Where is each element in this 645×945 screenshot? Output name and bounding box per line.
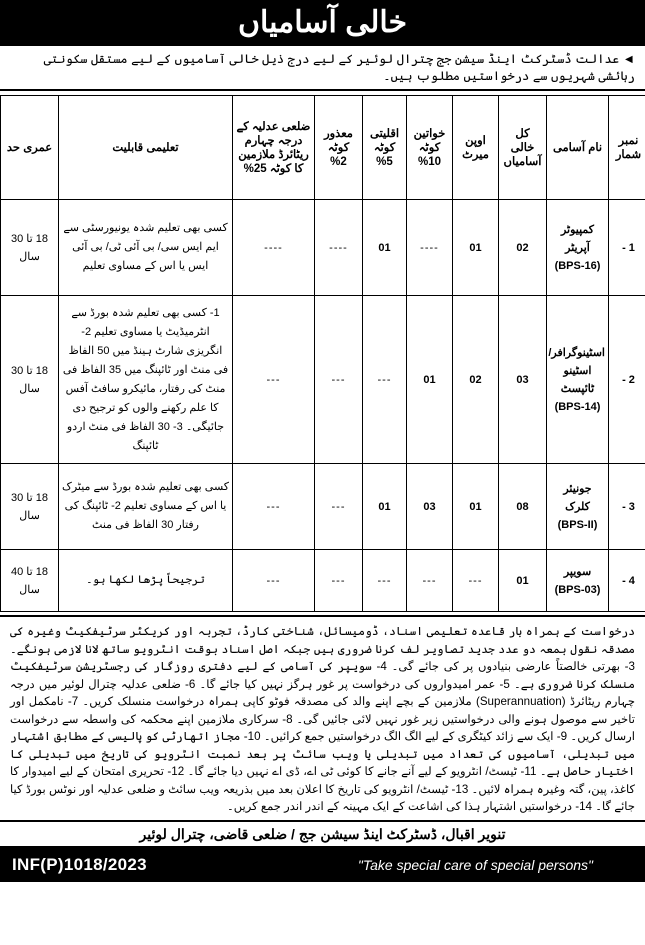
- footer-slogan: "Take special care of special persons": [357, 856, 593, 873]
- cell-serial: 1 -: [609, 200, 645, 296]
- cell-disabled-quota: ----: [315, 200, 363, 296]
- intro-paragraph: ◄ عدالت ڈسٹرکٹ اینڈ سیشن جج چترال لوئیر کے لیے درج ذیل خالی آسامیوں کے لیے مستقل سکونتی رہائشی شہریوں سے درخواستیں مطلوب ہیں۔: [0, 46, 645, 91]
- cell-age-limit: 18 تا 40 سال: [1, 550, 59, 612]
- table-row: [1, 550, 645, 612]
- post-title: جونیئر کلرک: [563, 482, 592, 513]
- column-header-minority-quota: اقلیتی کوٹہ 5%: [363, 96, 407, 200]
- cell-women-quota: ---: [407, 550, 453, 612]
- cell-age-limit: 18 تا 30 سال: [1, 464, 59, 550]
- cell-total: 01: [499, 550, 547, 612]
- cell-women-quota: 01: [407, 296, 453, 464]
- cell-serial: 3 -: [609, 464, 645, 550]
- column-header-post: نام آسامی: [547, 96, 609, 200]
- inf-number: INF(P)1018/2023: [12, 854, 147, 874]
- cell-judiciary-quota: ---: [233, 550, 315, 612]
- cell-total: 02: [499, 200, 547, 296]
- cell-judiciary-quota: ---: [233, 296, 315, 464]
- cell-post: [547, 550, 609, 612]
- cell-qualification: ترجیحاً پڑھا لکھا ہو۔: [59, 550, 233, 612]
- cell-open-merit: 02: [453, 296, 499, 464]
- cell-women-quota: 03: [407, 464, 453, 550]
- cell-open-merit: 01: [453, 200, 499, 296]
- cell-women-quota: ----: [407, 200, 453, 296]
- cell-minority-quota: ---: [363, 296, 407, 464]
- column-header-women-quota: خواتین کوٹہ 10%: [407, 96, 453, 200]
- table-body: [1, 200, 645, 612]
- cell-minority-quota: 01: [363, 200, 407, 296]
- column-header-total: کل خالی آسامیاں: [499, 96, 547, 200]
- cell-judiciary-quota: ---: [233, 464, 315, 550]
- column-header-disabled-quota: معذور کوٹہ 2%: [315, 96, 363, 200]
- cell-qualification: 1- کسی بھی تعلیم شدہ بورڈ سے انٹرمیڈیٹ یا مساوی تعلیم 2- انگریزی شارٹ ہینڈ میں 50 الفاظ فی منٹ اور ٹائپنگ میں 35 الفاظ فی منٹ کی رفتار، مائیکرو سافٹ آفس کا علم رکھنے والوں کو ترجیح دی جائیگی۔ 3- 30 الفاظ فی منٹ اردو ٹائپنگ: [59, 296, 233, 464]
- cell-qualification: کسی بھی تعلیم شدہ یونیورسٹی سے ایم ایس سی/ بی آئی ٹی/ بی آئی ایس یا اس کے مساوی تعلیم: [59, 200, 233, 296]
- conditions-section: [0, 615, 645, 820]
- cell-disabled-quota: ---: [315, 550, 363, 612]
- table-row: [1, 200, 645, 296]
- table-row: [1, 464, 645, 550]
- conditions-text: درخواست کے ہمراہ بار قاعدہ تعلیمی اسناد، ڈومیسائل، شناختی کارڈ، تجربہ اور کریکٹر سرٹیفکیٹ وغیرہ کی مصدقہ نقول بمعہ دو عدد جدید تصاویر لف کرنا ضروری ہیں جبکہ اصل اسناد بوقت انٹرویو ساتھ لانا لازمی ہونگے۔ 3- بھرتی خالصتاً عارضی بنیادوں پر کی جائے گی۔ 4- سویپر کی آسامی کے لیے دفتری روزگار کی رجسٹریشن سرٹیفکیٹ منسلک کرنا ضروری ہے۔ 5- عمر امیدواروں کی درخواست پر غور ہرگز نہیں کیا جائے گا۔ 6- ضلعی عدلیہ چترال لوئیر میں درجہ چہارم ریٹائرڈ (Superannuation) ملازمین کے بچے اپنے والد کی مصدقہ فوٹو کاپی ہمراہ درخواست منسلک کریں۔ 7- نامکمل اور تاخیر سے موصول ہونے والی درخواستیں زیر غور نہیں لائی جائیں گی۔ 8- سرکاری ملازمین اپنے محکمہ کی واسطہ سے درخواست ارسال کریں۔ 9- ایک سے زائد کیٹگری کے لیے الگ الگ درخواستیں جمع کرائیں۔ 10- مجاز اتھارٹی کو پالیسی کے مطابق اشتہار میں تبدیلی، آسامیوں کی تعداد میں تبدیلی یا ویب سائٹ پر بعد نمبت انٹرویو کی تاریخ میں تبدیلی کا اختیار حاصل ہے۔ 11- ٹیسٹ/ انٹرویو کے لیے آنے جانے کا کوئی ٹی اے، ڈی اے نہیں دیا جائے گا۔ 12- تحریری امتحان کے لیے امیدوار کا کاغذ، پین، گتہ وغیرہ ہمراہ لائیں۔ 13- ٹیسٹ/ انٹرویو کی تاریخ کا اعلان بعد میں بذریعہ ویب سائٹ و ضلعی عدلیہ اور نوٹس بورڈ کیا جائے گا۔ 14- درخواستیں اشتہار ہذا کی اشاعت کے ایک مہینہ کے اندر اندر جمع کریں۔: [10, 625, 636, 813]
- cell-disabled-quota: ---: [315, 296, 363, 464]
- header-banner: [0, 0, 645, 46]
- cell-minority-quota: ---: [363, 550, 407, 612]
- column-header-judiciary-quota: ضلعی عدلیہ کے درجہ چہارم ریٹائرڈ ملازمین کا کوٹہ 25%: [233, 96, 315, 200]
- column-header-qualification: تعلیمی قابلیت: [59, 96, 233, 200]
- column-header-serial: نمبر شمار: [609, 96, 645, 200]
- column-header-open-merit: اوپن میرٹ: [453, 96, 499, 200]
- cell-qualification: کسی بھی تعلیم شدہ بورڈ سے میٹرک یا اس کے مساوی تعلیم 2- ٹائپنگ کی رفتار 30 الفاظ فی منٹ: [59, 464, 233, 550]
- signature-line: تنویر اقبال، ڈسٹرکٹ اینڈ سیشن جج / ضلعی قاضی، چترال لوئیر: [0, 820, 645, 848]
- footer-bar: [0, 848, 645, 882]
- cell-open-merit: ---: [453, 550, 499, 612]
- table-header: [1, 96, 645, 200]
- post-title: اسٹینوگرافر/ اسٹینو ٹائپسٹ: [548, 346, 605, 395]
- post-bps: (BPS-03): [554, 583, 601, 596]
- cell-post: [547, 296, 609, 464]
- post-title: سویپر: [563, 565, 592, 578]
- page-title: خالی آسامیاں: [237, 6, 408, 39]
- cell-total: 03: [499, 296, 547, 464]
- post-bps: (BPS-16): [554, 259, 601, 272]
- cell-age-limit: 18 تا 30 سال: [1, 200, 59, 296]
- cell-serial: 2 -: [609, 296, 645, 464]
- vacancy-table: [0, 95, 645, 612]
- post-title: کمپیوٹر آپریٹر: [560, 223, 595, 254]
- cell-age-limit: 18 تا 30 سال: [1, 296, 59, 464]
- cell-open-merit: 01: [453, 464, 499, 550]
- table-header-row: [1, 96, 645, 200]
- cell-disabled-quota: ---: [315, 464, 363, 550]
- cell-serial: 4 -: [609, 550, 645, 612]
- cell-post: [547, 464, 609, 550]
- post-bps: (BPS-II): [557, 518, 598, 531]
- column-header-age-limit: عمری حد: [1, 96, 59, 200]
- cell-post: [547, 200, 609, 296]
- cell-total: 08: [499, 464, 547, 550]
- post-bps: (BPS-14): [554, 400, 601, 413]
- cell-minority-quota: 01: [363, 464, 407, 550]
- table-row: [1, 296, 645, 464]
- cell-judiciary-quota: ----: [233, 200, 315, 296]
